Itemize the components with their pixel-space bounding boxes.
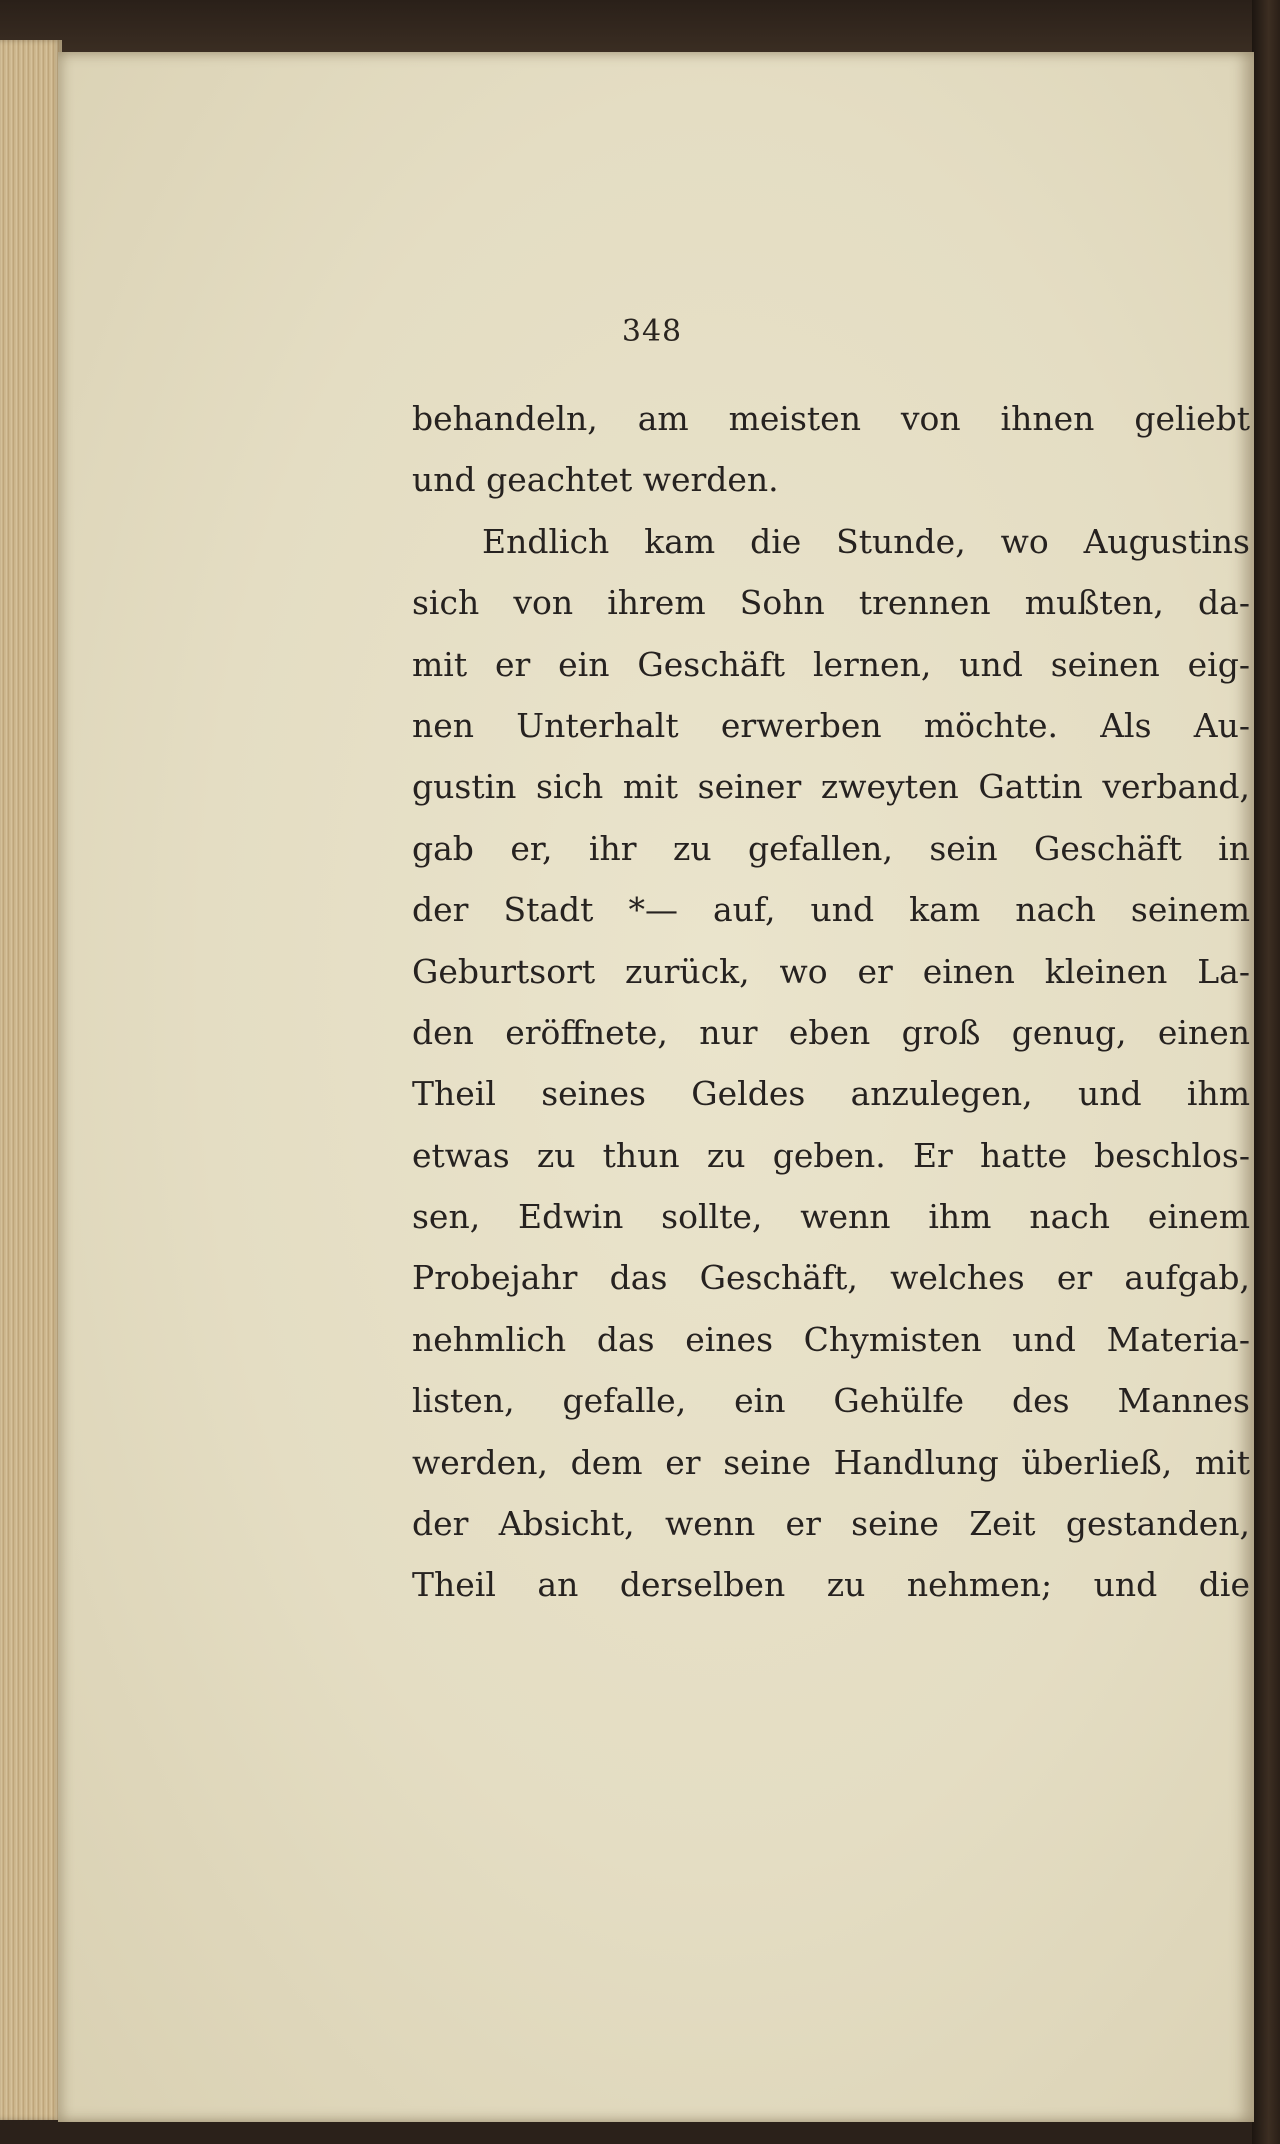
text-line: Geburtsort zurück, wo er einen kleinen La- — [412, 951, 1250, 991]
page-number: 348 — [621, 314, 683, 349]
book-cover-top — [0, 0, 1280, 52]
page-block-edges — [0, 40, 62, 2120]
page-text — [412, 388, 1250, 1616]
text-line: der Absicht, wenn er seine Zeit gestanden, — [412, 1504, 1250, 1544]
text-line: behandeln, am meisten von ihnen geliebt — [412, 399, 1250, 438]
text-line: Theil seines Geldes anzulegen, und ihm — [412, 1074, 1250, 1114]
text-line: und geachtet werden. — [412, 460, 779, 500]
text-line: nen Unterhalt erwerben möchte. Als Au- — [412, 705, 1250, 745]
text-line: nehmlich das eines Chymisten und Materia- — [412, 1319, 1250, 1359]
text-line: Probejahr das Geschäft, welches er aufgab, — [412, 1258, 1250, 1298]
text-line: mit er ein Geschäft lernen, und seinen eig- — [412, 644, 1250, 684]
text-line: listen, gefalle, ein Gehülfe des Mannes — [412, 1381, 1250, 1421]
text-line: Theil an derselben zu nehmen; und die — [412, 1565, 1250, 1605]
text-line: Endlich kam die Stunde, wo Augustins — [482, 521, 1250, 561]
text-line: werden, dem er seine Handlung überließ, mit — [412, 1442, 1250, 1482]
text-line: gab er, ihr zu gefallen, sein Geschäft in — [412, 828, 1250, 868]
text-line: gustin sich mit seiner zweyten Gattin verband, — [412, 767, 1250, 807]
book-cover-right — [1252, 0, 1280, 2144]
text-line: etwas zu thun zu geben. Er hatte beschlos- — [412, 1135, 1250, 1175]
text-line: sen, Edwin sollte, wenn ihm nach einem — [412, 1197, 1250, 1237]
text-line: sich von ihrem Sohn trennen mußten, da- — [412, 583, 1250, 623]
text-line: der Stadt *— auf, und kam nach seinem — [412, 890, 1250, 930]
text-line: den eröffnete, nur eben groß genug, einen — [412, 1012, 1250, 1052]
book-page — [58, 52, 1254, 2122]
